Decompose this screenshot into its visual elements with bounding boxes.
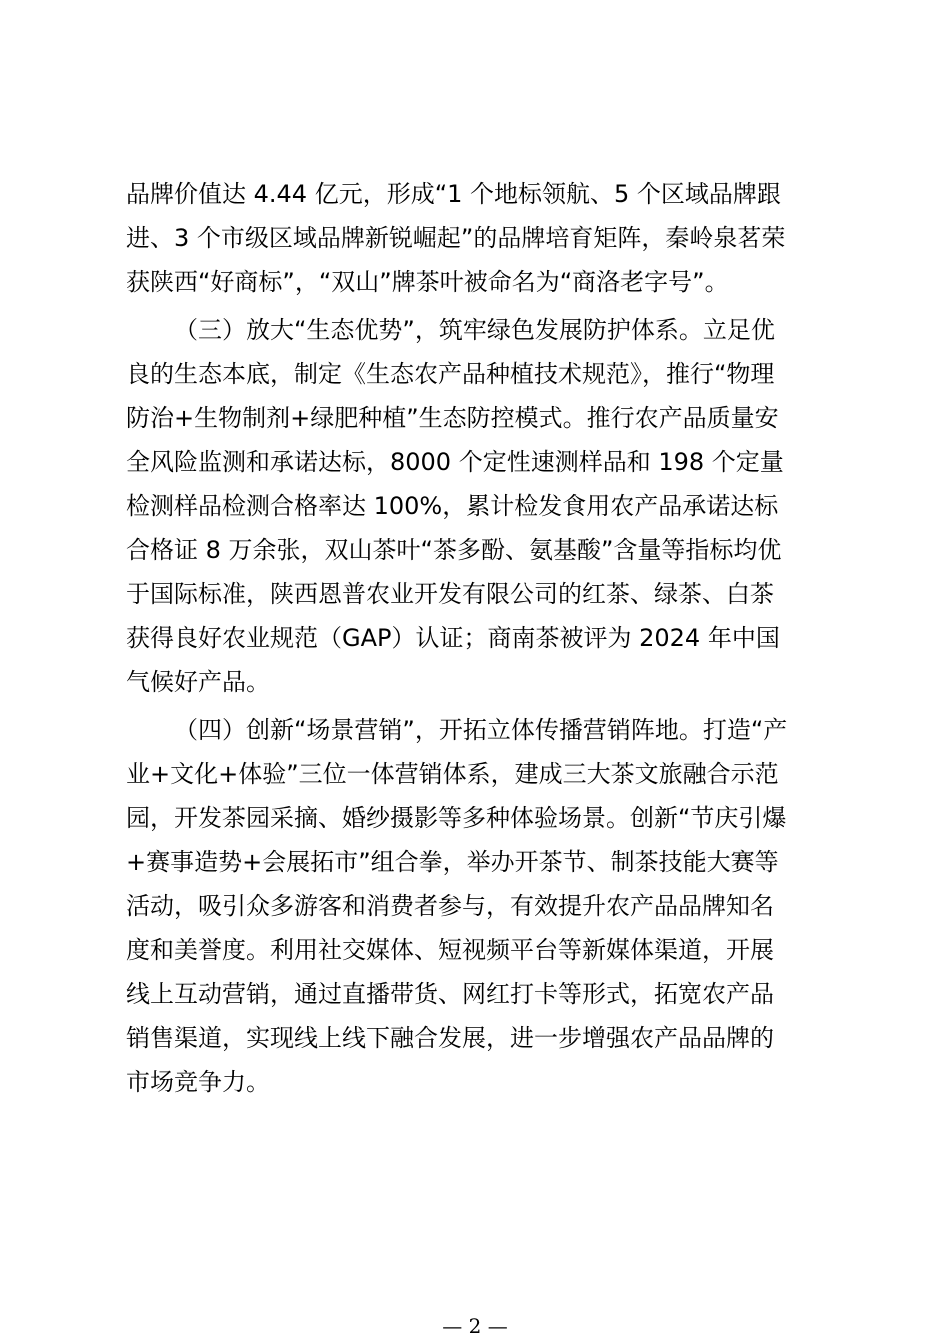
text-line: +赛事造势+会展拓市”组合拳，举办开茶节、制茶技能大赛等 — [126, 848, 779, 876]
text-line: 防治+生物制剂+绿肥种植”生态防控模式。推行农产品质量安 — [126, 404, 779, 432]
text-line: 获陕西“好商标”，“双山”牌茶叶被命名为“商洛老字号”。 — [126, 268, 729, 296]
text-line: 业+文化+体验”三位一体营销体系，建成三大茶文旅融合示范 — [126, 760, 779, 788]
section-heading-line: （三）放大“生态优势”，筑牢绿色发展防护体系。立足优 — [174, 316, 775, 344]
text-line: 良的生态本底，制定《生态农产品种植技术规范》，推行“物理 — [126, 360, 775, 388]
text-line: 全风险监测和承诺达标，8000 个定性速测样品和 198 个定量 — [126, 448, 784, 476]
text-line: 合格证 8 万余张，双山茶叶“茶多酚、氨基酸”含量等指标均优 — [126, 536, 782, 564]
text-line: 度和美誉度。利用社交媒体、短视频平台等新媒体渠道，开展 — [126, 936, 774, 964]
text-line: 市场竞争力。 — [126, 1068, 270, 1096]
text-line: 销售渠道，实现线上线下融合发展，进一步增强农产品品牌的 — [126, 1024, 774, 1052]
section-heading-line: （四）创新“场景营销”，开拓立体传播营销阵地。打造“产 — [174, 716, 788, 744]
text-line: 进、3 个市级区域品牌新锐崛起”的品牌培育矩阵，秦岭泉茗荣 — [126, 224, 786, 252]
text-line: 品牌价值达 4.44 亿元，形成“1 个地标领航、5 个区域品牌跟 — [126, 180, 781, 208]
text-line: 于国际标准，陕西恩普农业开发有限公司的红茶、绿茶、白茶 — [126, 580, 774, 608]
text-line: 线上互动营销，通过直播带货、网红打卡等形式，拓宽农产品 — [126, 980, 774, 1008]
text-line: 获得良好农业规范（GAP）认证；商南茶被评为 2024 年中国 — [126, 624, 780, 652]
text-line: 活动，吸引众多游客和消费者参与，有效提升农产品品牌知名 — [126, 892, 774, 920]
text-line: 检测样品检测合格率达 100%，累计检发食用农产品承诺达标 — [126, 492, 779, 520]
page-number: — 2 — — [442, 1314, 508, 1338]
text-line: 园，开发茶园采摘、婚纱摄影等多种体验场景。创新“节庆引爆 — [126, 804, 787, 832]
text-line: 气候好产品。 — [126, 668, 270, 696]
